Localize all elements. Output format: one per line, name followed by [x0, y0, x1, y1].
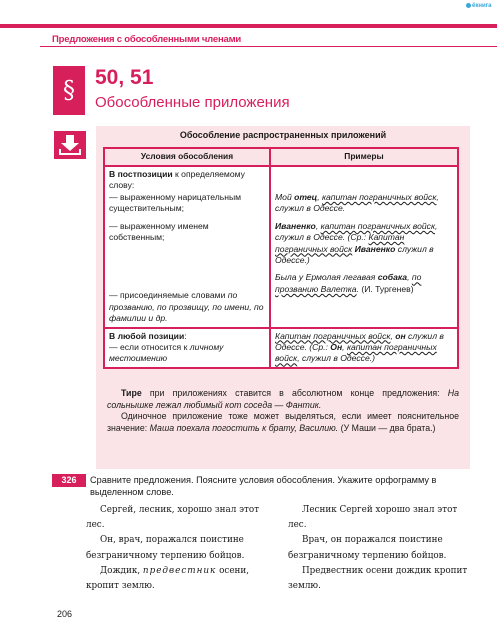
- table-title: Обособление распространенных приложений: [179, 130, 387, 140]
- condition-attached-words: — присоединяемые словами по прозванию, по прозвищу, по имени, по фамилии и др.: [109, 290, 264, 324]
- section-symbol-badge: §: [53, 66, 85, 115]
- table-header-row: [104, 148, 458, 166]
- condition-proper-noun: — выраженному именем собственным;: [109, 220, 209, 243]
- sentence: Лесник Сергей хорошо знал этот лес.: [288, 505, 458, 531]
- exercise-number: 326: [52, 474, 86, 487]
- conditions-cell: [104, 328, 270, 368]
- running-head: Предложения с обособленными членами: [52, 34, 242, 45]
- example-2: Иваненко, капитан пограничных войск, служил в Одессе. (Ср.: Капитан пограничных войск Иваненко служил в Одессе.): [275, 220, 438, 266]
- section-number: 50, 51: [95, 66, 154, 89]
- page-number: 206: [57, 609, 73, 619]
- header-rule: [40, 46, 497, 47]
- condition-pronoun: — если относится к личному местоимению: [109, 342, 224, 364]
- download-arrow-icon: [54, 131, 86, 159]
- sentence: Дождик, предвестник осени, кропит землю.: [86, 565, 250, 592]
- sentence: Предвестник осени дождик кропит землю.: [288, 565, 468, 592]
- header-conditions: Условия обособления: [104, 148, 270, 166]
- table-row: [104, 166, 458, 328]
- logo-dot-icon: [466, 3, 471, 8]
- example-4: Капитан пограничных войск, он служил в Одессе. (Ср.: Он, капитан пограничных войск, служил в Одессе.): [275, 330, 444, 364]
- example-3: Была у Ермолая легавая собака, по прозванию Валетка. (И. Тургенев): [275, 272, 422, 294]
- condition-postposition: В постпозиции к определяемому слову:: [109, 169, 245, 191]
- exercise-task: Сравните предложения. Поясните условия обособления. Укажите орфограмму в выделенном слове.: [90, 475, 437, 497]
- rule-note: [107, 388, 459, 434]
- top-accent-bar: [0, 24, 497, 28]
- rules-table: [103, 147, 459, 369]
- note-dash: Тире при приложениях ставится в абсолютном конце предложения: На сольнышке лежал любимый кот соседа — Фантик.: [107, 388, 459, 410]
- examples-cell: [270, 328, 458, 368]
- sentences-right-column: [288, 503, 473, 594]
- note-single: Одиночное приложение тоже может выделяться, если имеет пояснительное значение: Маша поехала погостить к брату, Василию. (У Маши — два брата.): [107, 411, 459, 433]
- sentence: Сергей, лесник, хорошо знал этот лес.: [86, 505, 260, 531]
- section-title: Обособленные приложения: [95, 94, 290, 111]
- condition-common-noun: — выраженному нарицательным существительным;: [109, 191, 242, 214]
- header-examples: Примеры: [270, 148, 458, 166]
- examples-cell: [270, 166, 458, 328]
- example-1: Мой отец, капитан пограничных войск, служил в Одессе.: [275, 192, 439, 214]
- conditions-cell: [104, 166, 270, 328]
- table-row: [104, 328, 458, 368]
- condition-any-position: В любой позиции:: [109, 330, 187, 341]
- sentences-left-column: [86, 503, 271, 594]
- sentence: Врач, он поражался поистине безграничному терпению бойцов.: [288, 535, 447, 561]
- sentence: Он, врач, поражался поистине безграничному терпению бойцов.: [86, 535, 245, 561]
- publisher-logo: ёкнига: [466, 3, 492, 9]
